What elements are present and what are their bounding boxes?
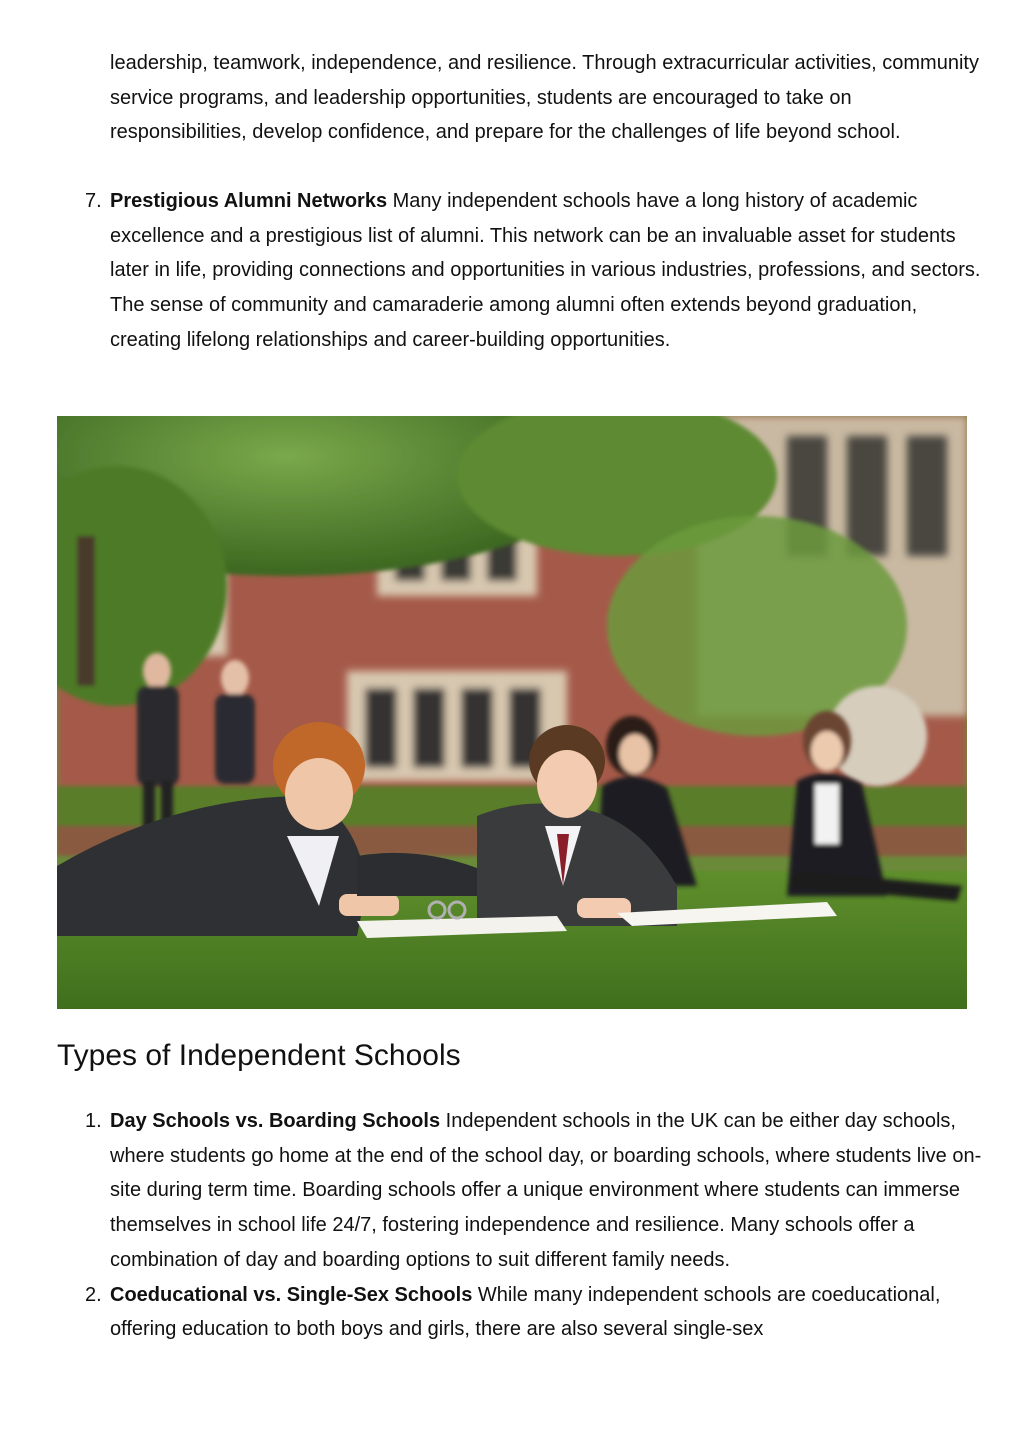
list-item-number: 7. xyxy=(85,190,102,212)
students-on-lawn-photo xyxy=(57,416,967,1009)
list-item xyxy=(85,184,990,358)
section-heading: Types of Independent Schools xyxy=(57,1039,461,1072)
list-item-title: Coeducational vs. Single-Sex Schools xyxy=(110,1283,473,1306)
list-item xyxy=(85,1104,990,1278)
list-item-title: Day Schools vs. Boarding Schools xyxy=(110,1110,441,1132)
continuation-paragraph: leadership, teamwork, independence, and resilience. Through extracurricular activities, community service programs, and leadership opportunities, students are encouraged to take on responsibilities, develop confidence, and prepare for the challenges of life beyond school. xyxy=(110,52,979,144)
list-item-number: 2. xyxy=(85,1283,102,1306)
list-item xyxy=(85,1278,990,1347)
list-item-text: While many independent schools are coeducational, offering education to both boys and girls, there are also several single-sex xyxy=(110,1283,941,1341)
school-types-list xyxy=(85,1104,990,1347)
list-item-text: Many independent schools have a long history of academic excellence and a prestigious list of alumni. This network can be an invaluable asset for students later in life, providing connections and opportunities in various industries, professions, and sectors. The sense of community and camaraderie among alumni often extends beyond graduation, creating lifelong relationships and career-building opportunities. xyxy=(110,190,981,351)
list-item-text: Independent schools in the UK can be either day schools, where students go home at the end of the school day, or boarding schools, where students live on-site during term time. Boarding schools offer a unique environment where students can immerse themselves in school life 24/7, fostering independence and resilience. Many schools offer a combination of day and boarding options to suit different family needs. xyxy=(110,1110,982,1271)
list-item-number: 1. xyxy=(85,1110,102,1132)
benefits-list xyxy=(85,184,990,358)
list-item-title: Prestigious Alumni Networks xyxy=(110,190,388,212)
